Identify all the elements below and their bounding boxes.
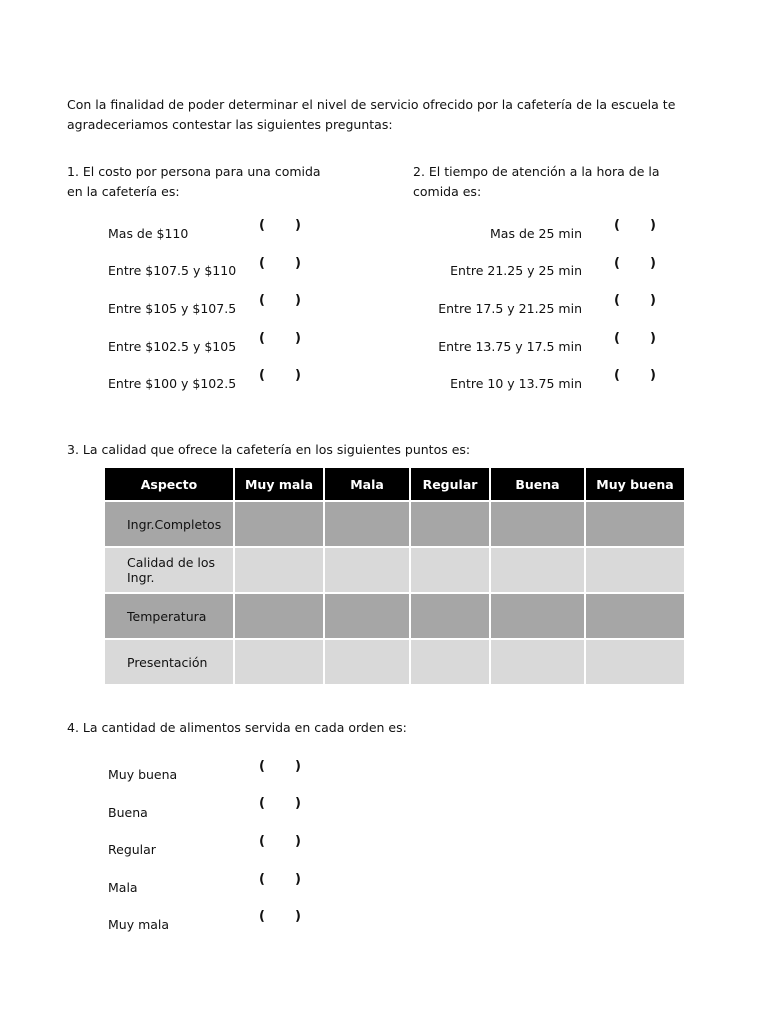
header-aspecto: Aspecto <box>105 468 234 501</box>
question-3-title: 3. La calidad que ofrece la cafetería en los siguientes puntos es: <box>67 442 471 457</box>
cell-temperatura-mala[interactable] <box>324 593 410 639</box>
q2-option-2: Entre 21.25 y 25 min <box>450 263 582 278</box>
question-2-title <box>413 162 660 202</box>
cell-calidad-ingr-regular[interactable] <box>410 547 490 593</box>
row-label-temperatura: Temperatura <box>105 593 234 639</box>
cell-calidad-ingr-muy-buena[interactable] <box>585 547 684 593</box>
q2-option-5: Entre 10 y 13.75 min <box>450 376 582 391</box>
q2-option-4-checkbox[interactable]: ( ) <box>614 331 656 346</box>
header-muy-buena: Muy buena <box>585 468 684 501</box>
row-label-presentacion: Presentación <box>105 639 234 684</box>
question-4-title: 4. La cantidad de alimentos servida en cada orden es: <box>67 720 407 735</box>
question-2-line-1: 2. El tiempo de atención a la hora de la <box>413 164 660 179</box>
q2-option-1-checkbox[interactable]: ( ) <box>614 218 656 233</box>
q4-option-2-checkbox[interactable]: ( ) <box>259 796 301 811</box>
question-1-title <box>67 162 321 202</box>
question-1-line-2: en la cafetería es: <box>67 184 180 199</box>
cell-calidad-ingr-buena[interactable] <box>490 547 585 593</box>
q1-option-2: Entre $107.5 y $110 <box>108 263 237 278</box>
q1-option-1-checkbox[interactable]: ( ) <box>259 218 301 233</box>
q1-option-5: Entre $100 y $102.5 <box>108 376 237 391</box>
intro-line-2: agradeceriamos contestar las siguientes preguntas: <box>67 117 393 132</box>
q4-option-4-checkbox[interactable]: ( ) <box>259 872 301 887</box>
table-header-row <box>105 468 684 501</box>
q4-option-1-checkbox[interactable]: ( ) <box>259 759 301 774</box>
q4-option-2: Buena <box>108 805 148 820</box>
q1-option-2-checkbox[interactable]: ( ) <box>259 256 301 271</box>
q2-option-1: Mas de 25 min <box>490 226 582 241</box>
table-row <box>105 593 684 639</box>
question-1-line-1: 1. El costo por persona para una comida <box>67 164 321 179</box>
q2-option-3-checkbox[interactable]: ( ) <box>614 293 656 308</box>
cell-presentacion-regular[interactable] <box>410 639 490 684</box>
header-muy-mala: Muy mala <box>234 468 324 501</box>
q1-option-3-checkbox[interactable]: ( ) <box>259 293 301 308</box>
cell-temperatura-buena[interactable] <box>490 593 585 639</box>
q4-option-5-checkbox[interactable]: ( ) <box>259 909 301 924</box>
cell-ingr-completos-buena[interactable] <box>490 501 585 547</box>
q2-option-4: Entre 13.75 y 17.5 min <box>438 339 582 354</box>
q2-option-2-checkbox[interactable]: ( ) <box>614 256 656 271</box>
q4-option-1: Muy buena <box>108 767 178 782</box>
question-2-line-2: comida es: <box>413 184 482 199</box>
row-label-calidad-ingr: Calidad de los Ingr. <box>105 547 234 593</box>
quality-table <box>105 468 684 684</box>
q4-option-5: Muy mala <box>108 917 170 932</box>
header-regular: Regular <box>410 468 490 501</box>
cell-presentacion-muy-mala[interactable] <box>234 639 324 684</box>
header-mala: Mala <box>324 468 410 501</box>
q1-option-5-checkbox[interactable]: ( ) <box>259 368 301 383</box>
intro-text <box>67 95 675 135</box>
header-buena: Buena <box>490 468 585 501</box>
q4-option-3: Regular <box>108 842 156 857</box>
q4-option-3-checkbox[interactable]: ( ) <box>259 834 301 849</box>
q1-option-4-checkbox[interactable]: ( ) <box>259 331 301 346</box>
cell-temperatura-muy-mala[interactable] <box>234 593 324 639</box>
q2-option-3: Entre 17.5 y 21.25 min <box>438 301 582 316</box>
q1-option-1: Mas de $110 <box>108 226 189 241</box>
q1-option-3: Entre $105 y $107.5 <box>108 301 237 316</box>
cell-ingr-completos-muy-mala[interactable] <box>234 501 324 547</box>
cell-temperatura-muy-buena[interactable] <box>585 593 684 639</box>
table-row <box>105 501 684 547</box>
intro-line-1: Con la finalidad de poder determinar el nivel de servicio ofrecido por la cafetería de la escuela te <box>67 97 676 112</box>
cell-calidad-ingr-mala[interactable] <box>324 547 410 593</box>
table-row <box>105 639 684 684</box>
cell-presentacion-muy-buena[interactable] <box>585 639 684 684</box>
cell-presentacion-buena[interactable] <box>490 639 585 684</box>
cell-ingr-completos-regular[interactable] <box>410 501 490 547</box>
cell-calidad-ingr-muy-mala[interactable] <box>234 547 324 593</box>
table-row <box>105 547 684 593</box>
row-label-ingr-completos: Ingr.Completos <box>105 501 234 547</box>
cell-temperatura-regular[interactable] <box>410 593 490 639</box>
q1-option-4: Entre $102.5 y $105 <box>108 339 237 354</box>
cell-presentacion-mala[interactable] <box>324 639 410 684</box>
cell-ingr-completos-muy-buena[interactable] <box>585 501 684 547</box>
cell-ingr-completos-mala[interactable] <box>324 501 410 547</box>
q4-option-4: Mala <box>108 880 138 895</box>
q2-option-5-checkbox[interactable]: ( ) <box>614 368 656 383</box>
